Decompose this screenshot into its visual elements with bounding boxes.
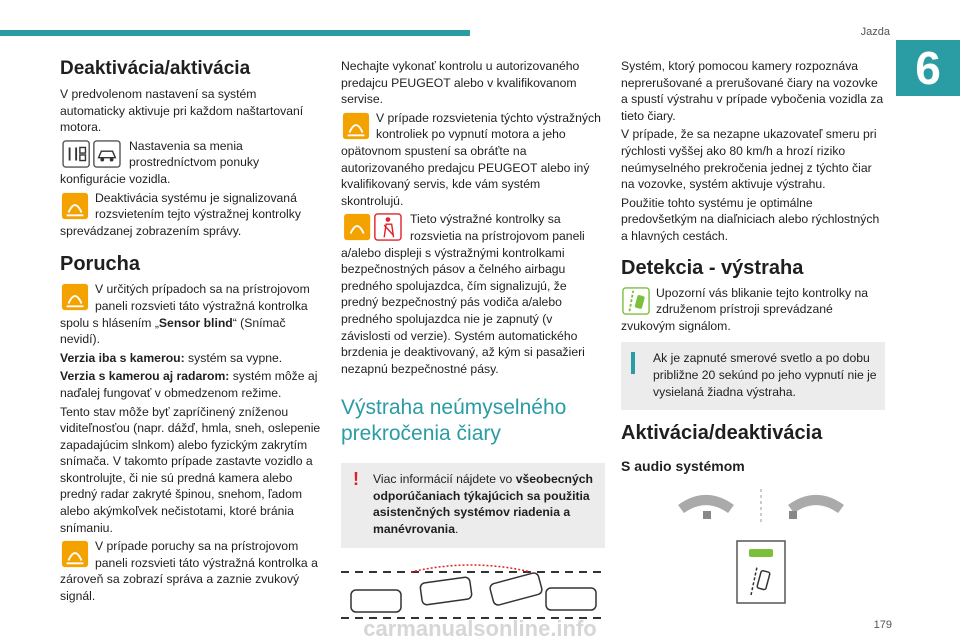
paragraph-camera-only: Verzia iba s kamerou: systém sa vypne. — [60, 350, 283, 365]
paragraph: V prípade poruchy sa na prístrojovom paneli rozsvieti táto výstražná kontrolka a zároveň sa zobrazí správa a zaznie zvukový signál. — [60, 539, 318, 604]
paragraph: V prípade rozsvietenia týchto výstražných kontroliek po vypnutí motora a jeho opätovnom spustení sa obráťte na autorizovaného predajcu PEUGEOT alebo iný kvalifikovaný servis, kde vám systém skontrolujú. — [341, 110, 601, 208]
paragraph: Upozorní vás blikanie tejto kontrolky na združenom prístroji sprevádzané zvukovým signálom. — [621, 285, 869, 333]
paragraph: Tento stav môže byť zapríčinený zníženou viditeľnosťou (napr. dážď, hmla, sneh, oslepenie zapadajúcim slnkom) alebo fyzickým zakrytím snímača. V takomto prípade zastavte vozidlo a skontrolujte, či nie sú predná kamera alebo predný radar zakryté špinou, snehom, ľadom alebo akýmkoľvek nečistotami, ktoré bránia snímaniu. — [60, 404, 321, 535]
seatbelt-warning-icons — [341, 212, 405, 242]
heading-detection: Detekcia - výstraha — [621, 256, 804, 279]
chapter-color-bar — [0, 30, 470, 36]
paragraph-camera-radar: Verzia s kamerou aj radarom: systém môže aj naďalej fungovať v obmedzenom režime. — [60, 369, 318, 400]
exclamation-icon: ! — [353, 469, 359, 490]
paragraph-sensor-blind: V určitých prípadoch sa na prístrojovom paneli rozsvieti táto výstražná kontrolka spolu s hlásením „Sensor blind“ (Snímač nevidí). — [60, 282, 310, 347]
paragraph: Deaktivácia systému je signalizovaná rozsvietením tejto výstražnej kontrolky sprevádzanej zobrazením správy. — [60, 190, 301, 238]
settings-car-icon — [60, 139, 124, 169]
steering-wheel-illustration — [671, 489, 885, 614]
chapter-number-tab: 6 — [896, 40, 960, 96]
paragraph: V predvolenom nastavení sa systém automaticky aktivuje pri každom naštartovaní motora. — [60, 87, 304, 135]
lane-departure-indicator-icon — [621, 286, 651, 316]
paragraph: V prípade, že sa nezapne ukazovateľ smeru pri rýchlosti vyššej ako 80 km/h a hrozí riziko neúmyselného prekročenia jednej z týchto čiar na vozovke, systém aktivuje výstrahu. — [621, 127, 877, 192]
paragraph: Systém, ktorý pomocou kamery rozpoznáva neprerušované a prerušované čiary na vozovke a spustí výstrahu v prípade vybočenia vozidla za tieto čiary. — [621, 59, 884, 123]
subheading-audio: S audio systémom — [621, 458, 745, 475]
column-1 — [60, 58, 322, 607]
note-box-info: Ak je zapnuté smerové svetlo a po dobu približne 20 sekúnd po jeho vypnutí nie je vysielaná žiadna výstraha. — [621, 342, 885, 410]
heading-fault: Porucha — [60, 253, 141, 276]
lane-warning-icon — [60, 539, 90, 569]
page-number: 179 — [873, 619, 892, 632]
paragraph: Nastavenia sa menia prostredníctvom ponuky konfigurácie vozidla. — [60, 138, 260, 186]
column-2 — [341, 58, 605, 634]
paragraph: Nechajte vykonať kontrolu u autorizovaného predajcu PEUGEOT alebo v kvalifikovanom servise. — [341, 59, 580, 107]
lane-warning-icon — [60, 282, 90, 312]
heading-activation: Aktivácia/deaktivácia — [621, 422, 823, 445]
paragraph: Použitie tohto systému je optimálne predovšetkým na diaľniciach alebo rýchlostných a hlavných cestách. — [621, 195, 880, 243]
info-icon — [631, 352, 635, 374]
lane-warning-icon — [341, 111, 371, 141]
note-box-warning: ! Viac informácií nájdete vo všeobecných odporúčaniach týkajúcich sa použitia asistenčných systémov riadenia a manévrovania. — [341, 463, 605, 547]
paragraph: Tieto výstražné kontrolky sa rozsvietia na prístrojovom paneli a/alebo displeji s výstražnými kontrolkami bezpečnostných pásov a čelného airbagu predného spolujazdca, čím signalizujú, že predný bezpečnostný pás vodiča a/alebo predného spolujazdca nie je zapnutý (v závislosti od verzie). Systém automatického brzdenia je deaktivovaný, až kým si pasažieri nezapnú bezpečnostné pásy. — [341, 212, 585, 376]
watermark: carmanualsonline.info — [363, 616, 597, 641]
section-title-lane-departure: Výstraha neúmyselného prekročenia čiary — [341, 396, 567, 446]
column-3 — [621, 58, 885, 613]
heading-deactivation: Deaktivácia/aktivácia — [60, 58, 251, 79]
running-header: Jazda — [860, 26, 890, 38]
lane-warning-icon — [60, 191, 90, 221]
